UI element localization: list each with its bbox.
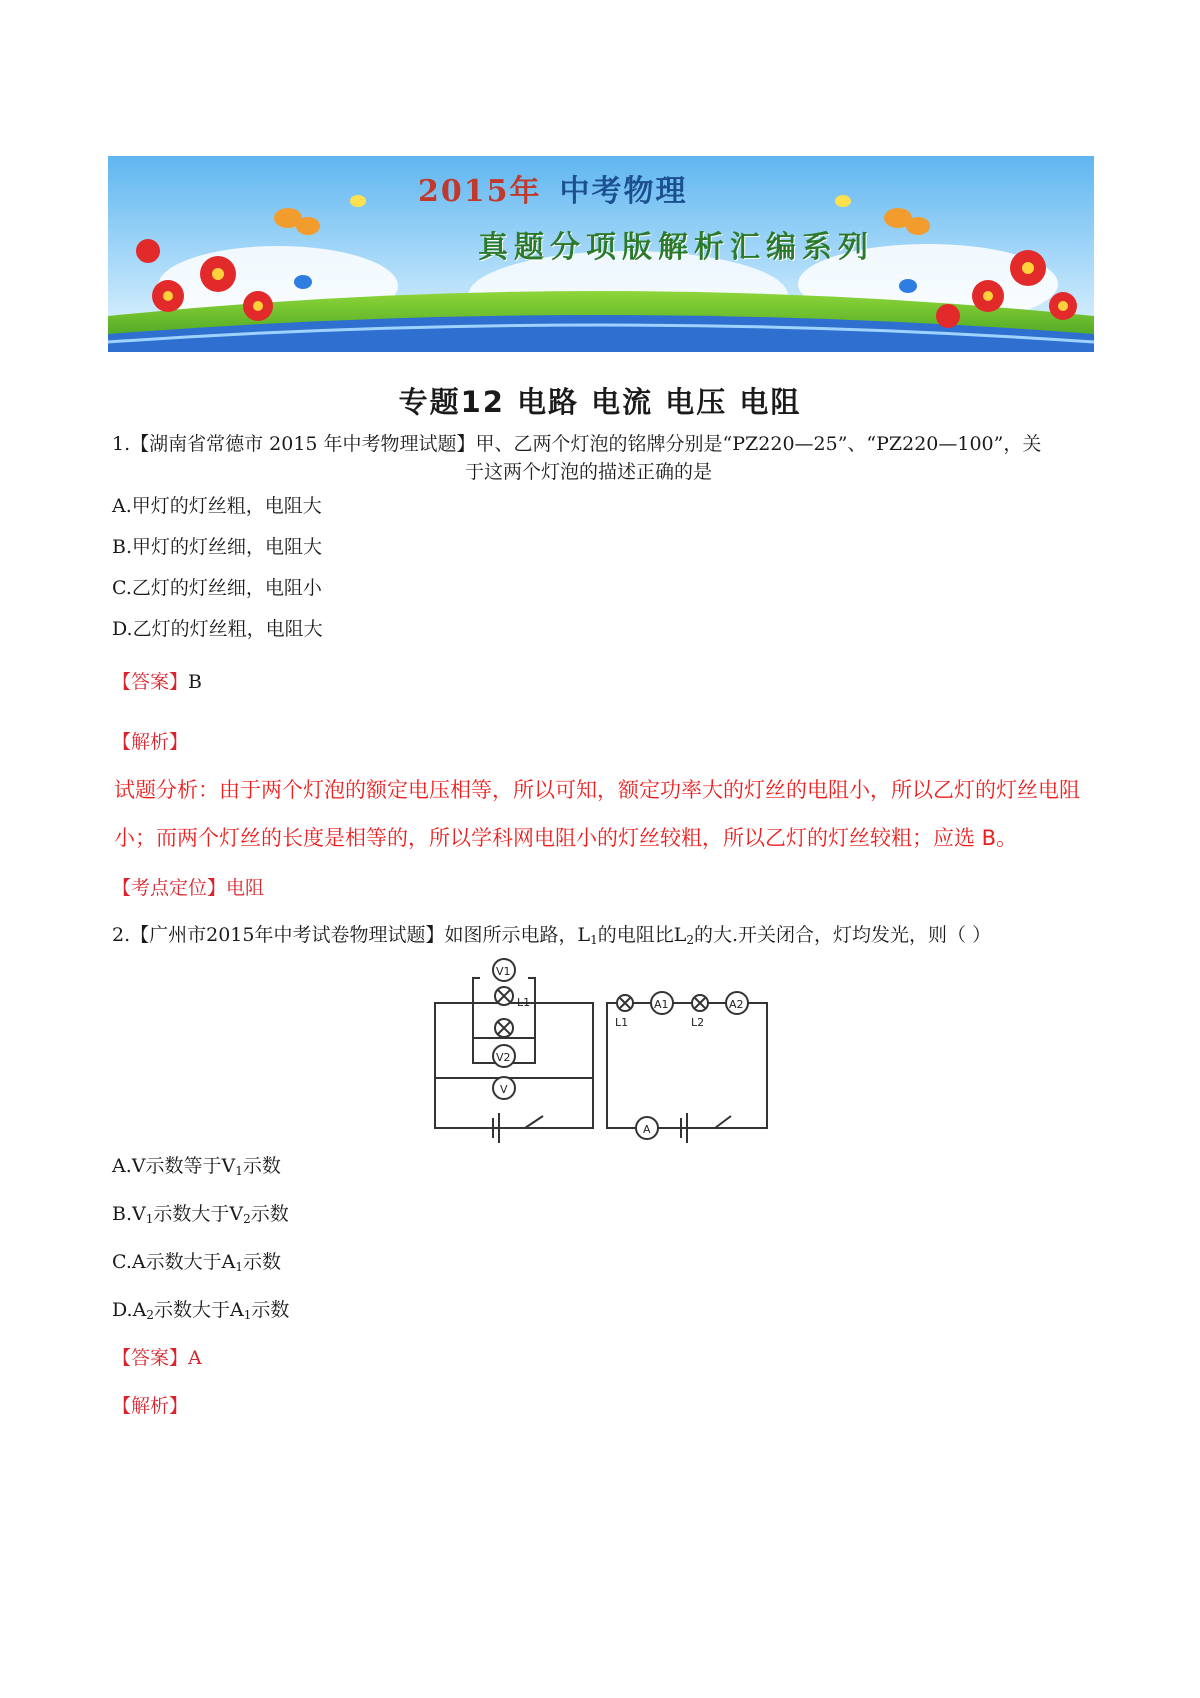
q1-option-c: C.乙灯的灯丝细，电阻小 bbox=[112, 577, 322, 599]
q2-option-a-part2: 示数 bbox=[242, 1155, 281, 1177]
label-a1: A1 bbox=[654, 998, 669, 1011]
q1-option-d: D.乙灯的灯丝粗，电阻大 bbox=[112, 618, 323, 640]
q2-option-b-sub1: 1 bbox=[145, 1212, 154, 1226]
label-v2: V2 bbox=[496, 1051, 511, 1064]
q2-answer-value: A bbox=[188, 1347, 202, 1369]
q2-option-b-sub2: 2 bbox=[243, 1212, 251, 1226]
q2-option-c bbox=[112, 1248, 281, 1281]
right-circuit bbox=[607, 992, 767, 1143]
q1-point-label: 【考点定位】 bbox=[112, 877, 227, 899]
q2-stem-sub1: 1 bbox=[590, 933, 598, 947]
q2-stem-part2: 的电阻比L bbox=[597, 924, 687, 946]
label-a: A bbox=[643, 1123, 651, 1136]
q1-answer-value: B bbox=[188, 671, 202, 693]
q1-analysis-label bbox=[112, 728, 188, 756]
q2-option-c-part2: 示数 bbox=[242, 1251, 281, 1273]
banner-subtitle: 真题分项版解析汇编系列 bbox=[478, 230, 874, 265]
q2-option-d-sub1: 2 bbox=[146, 1308, 154, 1322]
header-banner bbox=[108, 156, 1094, 352]
left-circuit bbox=[435, 959, 593, 1143]
q1-option-a: A.甲灯的灯丝粗，电阻大 bbox=[112, 495, 322, 517]
q2-analysis-label bbox=[112, 1392, 188, 1420]
q1-answer bbox=[112, 668, 202, 696]
q1-stem-line2: 于这两个灯泡的描述正确的是 bbox=[465, 461, 713, 483]
label-r-l1: L1 bbox=[615, 1016, 629, 1029]
label-v1: V1 bbox=[496, 965, 511, 978]
q2-option-b-part1: B.V bbox=[112, 1203, 146, 1225]
q1-stem-line1: 1.【湖南省常德市 2015 年中考物理试题】甲、乙两个灯泡的铭牌分别是“PZ220—25”、“PZ220—100”，关 bbox=[112, 433, 1042, 455]
q2-stem-sub2: 2 bbox=[686, 933, 695, 947]
q2-option-c-sub1: 1 bbox=[235, 1260, 243, 1274]
q2-answer-label: 【答案】 bbox=[112, 1347, 189, 1369]
circuit-diagram bbox=[425, 948, 780, 1143]
page-title: 专题12 电路 电流 电压 电阻 bbox=[398, 385, 802, 419]
switch-left-icon bbox=[525, 1116, 543, 1128]
q1-analysis-line2: 小；而两个灯丝的长度是相等的，所以学科网电阻小的灯丝较粗，所以乙灯的灯丝较粗；应选 B。 bbox=[114, 826, 1018, 850]
q2-stem-part1: 2.【广州市2015年中考试卷物理试题】如图所示电路，L bbox=[112, 924, 591, 946]
q1-answer-label: 【答案】 bbox=[112, 671, 189, 693]
q2-option-d-sub2: 1 bbox=[243, 1308, 252, 1322]
q2-option-d-part3: 示数 bbox=[251, 1299, 290, 1321]
q1-point bbox=[112, 874, 264, 902]
q2-option-a bbox=[112, 1152, 281, 1185]
q2-option-c-part1: C.A示数大于A bbox=[112, 1251, 236, 1273]
q2-stem-part3: 的大.开关闭合，灯均发光，则（ ） bbox=[694, 924, 992, 946]
q2-analysis-label-text: 【解析】 bbox=[112, 1395, 189, 1417]
q1-option-b: B.甲灯的灯丝细，电阻大 bbox=[112, 536, 323, 558]
q1-analysis-line1: 试题分析：由于两个灯泡的额定电压相等，所以可知，额定功率大的灯丝的电阻小，所以乙灯的灯丝电阻 bbox=[114, 778, 1080, 802]
q1-analysis-label-text: 【解析】 bbox=[112, 731, 189, 753]
q2-option-a-part1: A.V示数等于V bbox=[112, 1155, 236, 1177]
q2-option-a-sub1: 1 bbox=[235, 1164, 243, 1178]
q2-option-d-part1: D.A bbox=[112, 1299, 147, 1321]
q1-point-value: 电阻 bbox=[226, 877, 265, 899]
q2-option-b-part2: 示数大于V bbox=[153, 1203, 244, 1225]
label-v: V bbox=[500, 1083, 508, 1096]
banner-year: 2015年 bbox=[418, 174, 542, 209]
banner-title bbox=[418, 166, 688, 210]
q2-option-b bbox=[112, 1200, 289, 1233]
q2-option-d bbox=[112, 1296, 289, 1329]
label-a2: A2 bbox=[729, 998, 744, 1011]
switch-right-icon bbox=[715, 1116, 731, 1128]
label-r-l2: L2 bbox=[691, 1016, 705, 1029]
label-l1: L1 bbox=[517, 996, 531, 1009]
q2-option-d-part2: 示数大于A bbox=[153, 1299, 244, 1321]
q2-option-b-part3: 示数 bbox=[250, 1203, 289, 1225]
banner-subject: 中考物理 bbox=[559, 174, 688, 209]
q2-answer bbox=[112, 1344, 202, 1372]
